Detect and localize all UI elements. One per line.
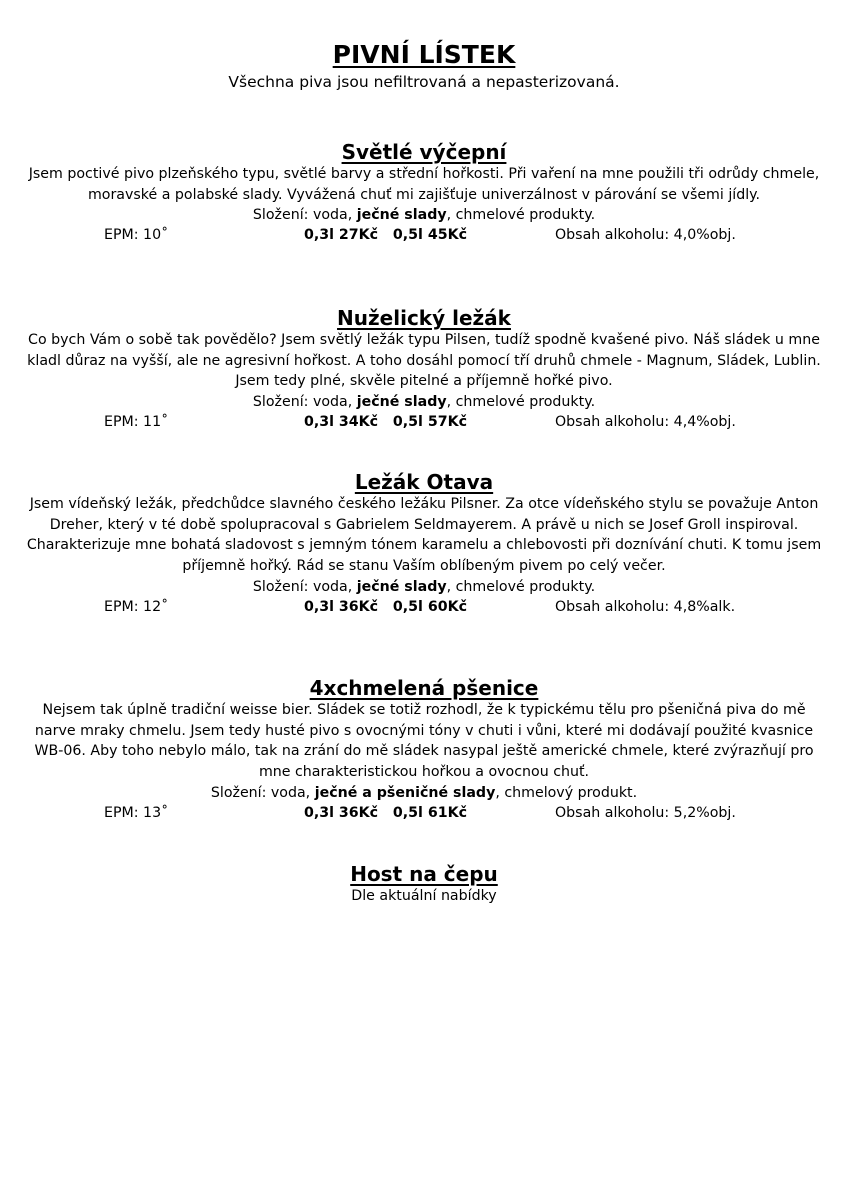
menu-header xyxy=(0,0,848,92)
beer-alcohol: Obsah alkoholu: 4,8%alk. xyxy=(555,598,736,615)
beer-name: 4xchmelená pšenice xyxy=(309,676,539,700)
price-small: 0,3l 34Kč xyxy=(304,414,379,431)
composition-prefix: Složení: voda, xyxy=(210,784,315,801)
beer-epm: EPM: 11˚ xyxy=(104,414,169,431)
beer-alcohol: Obsah alkoholu: 5,2%obj. xyxy=(555,804,736,821)
composition-prefix: Složení: voda, xyxy=(252,394,357,411)
composition-prefix: Složení: voda, xyxy=(252,207,357,224)
beer-description: Co bych Vám o sobě tak povědělo? Jsem světlý ležák typu Pilsen, tudíž spodně kvašené pivo. Náš sládek u mne kladl důraz na vyšší, ale ne agresivní hořkost. A toho dosáhl pomocí tří druhů chmele - Magnum, Sládek, Lublin. Jsem tedy plné, skvěle pitelné a příjemně hořké pivo. xyxy=(27,332,821,390)
beer-item-nuzelicky-lezak xyxy=(0,306,848,432)
price-large: 0,5l 45Kč xyxy=(392,227,468,244)
beer-composition xyxy=(0,783,848,803)
beer-info-row xyxy=(0,225,848,245)
beer-alcohol: Obsah alkoholu: 4,0%obj. xyxy=(555,227,736,244)
beer-composition xyxy=(0,577,848,597)
beer-item-4xchmelena-psenice xyxy=(0,676,848,823)
beer-description: Jsem poctivé pivo plzeňského typu, světlé barvy a střední hořkosti. Při vaření na mne použili tři odrůdy chmele, moravské a polabské slady. Vyvážená chuť mi zajišťuje univerzálnost v párování se všemi jídly. xyxy=(28,166,820,203)
guest-tap-title: Host na čepu xyxy=(350,862,498,886)
composition-suffix: , chmelové produkty. xyxy=(446,578,596,595)
price-large: 0,5l 61Kč xyxy=(392,804,468,821)
beer-alcohol: Obsah alkoholu: 4,4%obj. xyxy=(555,414,736,431)
composition-malt: ječné slady xyxy=(356,207,447,224)
beer-epm: EPM: 10˚ xyxy=(104,227,169,244)
beer-prices xyxy=(304,225,467,245)
beer-info-row xyxy=(0,803,848,823)
price-small: 0,3l 27Kč xyxy=(304,227,379,244)
beer-composition xyxy=(0,205,848,225)
beer-name: Světlé výčepní xyxy=(341,140,507,164)
price-large: 0,5l 60Kč xyxy=(392,598,468,615)
composition-suffix: , chmelové produkty. xyxy=(446,394,596,411)
composition-malt: ječné slady xyxy=(356,578,447,595)
beer-description: Jsem vídeňský ležák, předchůdce slavného českého ležáku Pilsner. Za otce vídeňského stylu se považuje Anton Dreher, který v té době spolupracoval s Gabrielem Seldmayerem. A právě u nich se Josef Groll inspiroval. Charakterizuje mne bohatá sladovost s jemným tónem karamelu a chlebovosti při doznívání chuti. K tomu jsem příjemně hořký. Rád se stanu Vaším oblíbeným pivem po celý večer. xyxy=(26,496,822,575)
beer-epm: EPM: 13˚ xyxy=(104,804,169,821)
price-large: 0,5l 57Kč xyxy=(392,414,468,431)
composition-suffix: , chmelové produkty. xyxy=(446,207,596,224)
beer-item-svetle-vycepni xyxy=(0,140,848,245)
beer-prices xyxy=(304,412,467,432)
beer-epm: EPM: 12˚ xyxy=(104,598,169,615)
composition-malt: ječné slady xyxy=(356,394,447,411)
beer-prices xyxy=(304,597,467,617)
beer-info-row xyxy=(0,597,848,617)
guest-tap-section xyxy=(0,862,848,906)
beer-info-row xyxy=(0,412,848,432)
beer-item-lezak-otava xyxy=(0,470,848,617)
price-small: 0,3l 36Kč xyxy=(304,598,379,615)
price-small: 0,3l 36Kč xyxy=(304,804,379,821)
page-title: PIVNÍ LÍSTEK xyxy=(332,40,516,69)
beer-composition xyxy=(0,392,848,412)
page-subtitle: Všechna piva jsou nefiltrovaná a nepasterizovaná. xyxy=(228,73,620,91)
beer-description: Nejsem tak úplně tradiční weisse bier. Sládek se totiž rozhodl, že k typickému tělu pro pšeničná piva do mě narve mraky chmelu. Jsem tedy husté pivo s ovocnými tóny v chuti i vůni, které mi dodávají použité kvasnice WB-06. Aby toho nebylo málo, tak na zrání do mě sládek nasypal ještě americké chmele, které zvýrazňují pro mne charakteristickou hořkou a ovocnou chuť. xyxy=(34,702,814,781)
beer-name: Ležák Otava xyxy=(354,470,494,494)
composition-suffix: , chmelový produkt. xyxy=(495,784,638,801)
beer-prices xyxy=(304,803,467,823)
beer-name: Nuželický ležák xyxy=(337,306,511,330)
composition-prefix: Složení: voda, xyxy=(252,578,357,595)
guest-tap-description: Dle aktuální nabídky xyxy=(351,888,497,904)
composition-malt: ječné a pšeničné slady xyxy=(314,784,496,801)
